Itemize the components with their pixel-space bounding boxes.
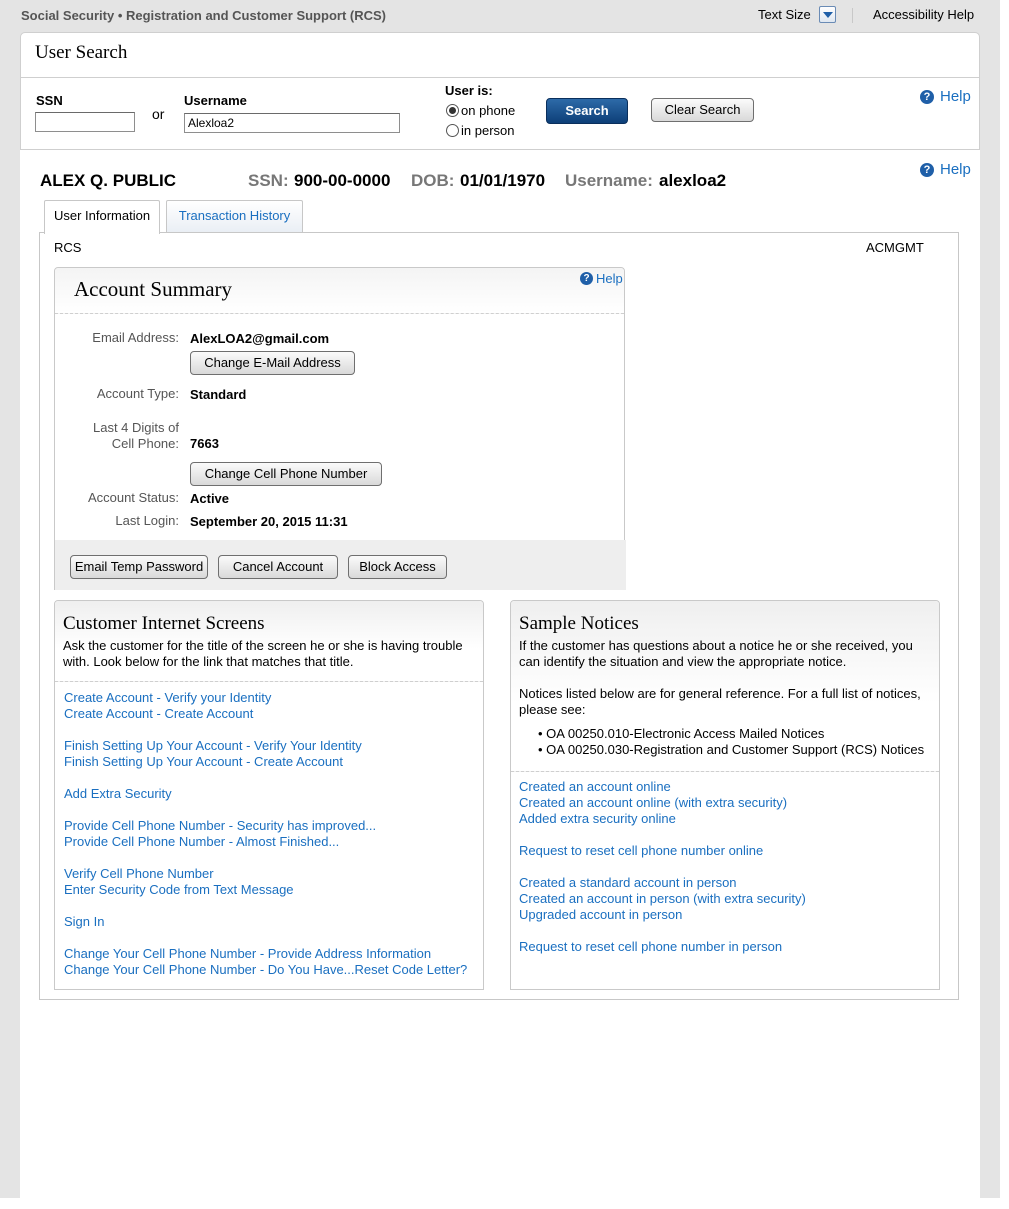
user-name: ALEX Q. PUBLIC [40, 171, 177, 190]
notice-link[interactable]: Upgraded account in person [519, 907, 683, 922]
description-line: with. Look below for the link that matches that title. [63, 654, 354, 669]
dob-key: DOB: [411, 171, 455, 190]
help-link[interactable] [920, 161, 971, 178]
cell-value: 7663 [190, 436, 219, 451]
radio-button-selected[interactable] [446, 104, 459, 117]
screen-link[interactable]: Verify Cell Phone Number [64, 866, 214, 881]
ssn-label: SSN [36, 93, 63, 108]
notice-link[interactable]: Request to reset cell phone number in person [519, 939, 783, 954]
screen-link[interactable]: Add Extra Security [64, 786, 172, 801]
username-label: Username [184, 93, 247, 108]
username-value: alexloa2 [659, 171, 727, 190]
clear-search-button[interactable]: Clear Search [651, 98, 754, 122]
notice-link[interactable]: Request to reset cell phone number online [519, 843, 764, 858]
role-code-label: ACMGMT [866, 240, 924, 255]
status-value: Active [190, 491, 230, 506]
radio-label: on phone [461, 103, 516, 118]
divider [21, 77, 979, 78]
help-label: Help [596, 271, 623, 286]
panel-description [519, 686, 921, 718]
screen-link[interactable]: Create Account - Verify your Identity [64, 690, 272, 705]
description-line: Notices listed below are for general reference. For a full list of notices, [519, 686, 921, 701]
username-key: Username: [565, 171, 653, 190]
screen-link[interactable]: Provide Cell Phone Number - Security has improved... [64, 818, 377, 833]
search-button[interactable]: Search [546, 98, 628, 124]
tab-user-information[interactable]: User Information [44, 200, 160, 234]
notice-link[interactable]: Created a standard account in person [519, 875, 737, 890]
change-cell-button[interactable]: Change Cell Phone Number [190, 462, 382, 486]
email-key: Email Address: [92, 330, 179, 345]
screen-link[interactable]: Provide Cell Phone Number - Almost Finished... [64, 834, 340, 849]
cell-key-line2: Cell Phone: [111, 436, 179, 451]
notice-reference: • OA 00250.010-Electronic Access Mailed Notices [538, 726, 825, 741]
notice-link[interactable]: Created an account online (with extra security) [519, 795, 788, 810]
notice-link[interactable]: Created an account in person (with extra security) [519, 891, 806, 906]
panel-description [519, 638, 913, 670]
panel-title: Sample Notices [519, 613, 639, 634]
panel-header [55, 268, 624, 314]
notice-link[interactable]: Added extra security online [519, 811, 676, 826]
screen-link[interactable]: Change Your Cell Phone Number - Do You Have...Reset Code Letter? [64, 962, 468, 977]
banner-divider [852, 8, 853, 23]
app-code-label: RCS [54, 240, 82, 255]
page-title: User Search [35, 42, 128, 63]
block-access-button[interactable]: Block Access [348, 555, 447, 579]
description-line: can identify the situation and view the appropriate notice. [519, 654, 847, 669]
or-label: or [152, 106, 165, 122]
screen-link[interactable]: Change Your Cell Phone Number - Provide Address Information [64, 946, 432, 961]
ssn-input[interactable] [35, 112, 135, 132]
radio-in-person[interactable] [446, 123, 514, 138]
app-title: Social Security • Registration and Customer Support (RCS) [21, 8, 386, 23]
screen-link[interactable]: Finish Setting Up Your Account - Create Account [64, 754, 343, 769]
tab-transaction-history[interactable]: Transaction History [166, 200, 303, 233]
status-key: Account Status: [87, 490, 179, 505]
user-is-label: User is: [445, 83, 493, 98]
help-link[interactable] [580, 271, 623, 286]
description-line: please see: [519, 702, 586, 717]
panel-description [63, 638, 463, 670]
help-icon: ? [920, 90, 934, 104]
text-size-dropdown[interactable] [819, 6, 836, 23]
cell-key-line1: Last 4 Digits of [93, 420, 179, 435]
help-label: Help [940, 88, 971, 105]
accessibility-help-link[interactable]: Accessibility Help [873, 7, 975, 22]
screen-link[interactable]: Enter Security Code from Text Message [64, 882, 294, 897]
radio-button[interactable] [446, 124, 459, 137]
radio-label: in person [461, 123, 515, 138]
panel-title: Account Summary [74, 277, 233, 301]
dob-value: 01/01/1970 [460, 171, 546, 190]
screen-link[interactable]: Finish Setting Up Your Account - Verify Your Identity [64, 738, 362, 753]
screen-link[interactable]: Create Account - Create Account [64, 706, 254, 721]
last-login-key: Last Login: [115, 513, 179, 528]
notice-reference: • OA 00250.030-Registration and Customer Support (RCS) Notices [538, 742, 925, 757]
ssn-key: SSN: [248, 171, 289, 190]
notice-reference-text: OA 00250.010-Electronic Access Mailed Notices [546, 726, 825, 741]
description-line: If the customer has questions about a notice he or she received, you [519, 638, 913, 653]
chevron-down-icon [823, 12, 833, 19]
help-icon: ? [580, 272, 593, 285]
help-label: Help [940, 161, 971, 178]
radio-on-phone[interactable] [446, 103, 515, 118]
change-email-button[interactable]: Change E-Mail Address [190, 351, 355, 375]
notice-link[interactable]: Created an account online [519, 779, 671, 794]
notice-reference-text: OA 00250.030-Registration and Customer Support (RCS) Notices [546, 742, 925, 757]
email-temp-password-button[interactable]: Email Temp Password [70, 555, 208, 579]
account-type-value: Standard [190, 387, 247, 402]
cancel-account-button[interactable]: Cancel Account [218, 555, 338, 579]
ssn-value: 900-00-0000 [294, 171, 391, 190]
username-input[interactable] [184, 113, 400, 133]
email-value: AlexLOA2@gmail.com [190, 331, 330, 346]
help-icon: ? [920, 163, 934, 177]
help-link[interactable] [920, 88, 971, 105]
screen-link[interactable]: Sign In [64, 914, 105, 929]
text-size-label: Text Size [758, 7, 811, 22]
last-login-value: September 20, 2015 11:31 [190, 514, 348, 529]
panel-title: Customer Internet Screens [63, 613, 265, 634]
account-type-key: Account Type: [96, 386, 179, 401]
description-line: Ask the customer for the title of the screen he or she is having trouble [63, 638, 463, 653]
